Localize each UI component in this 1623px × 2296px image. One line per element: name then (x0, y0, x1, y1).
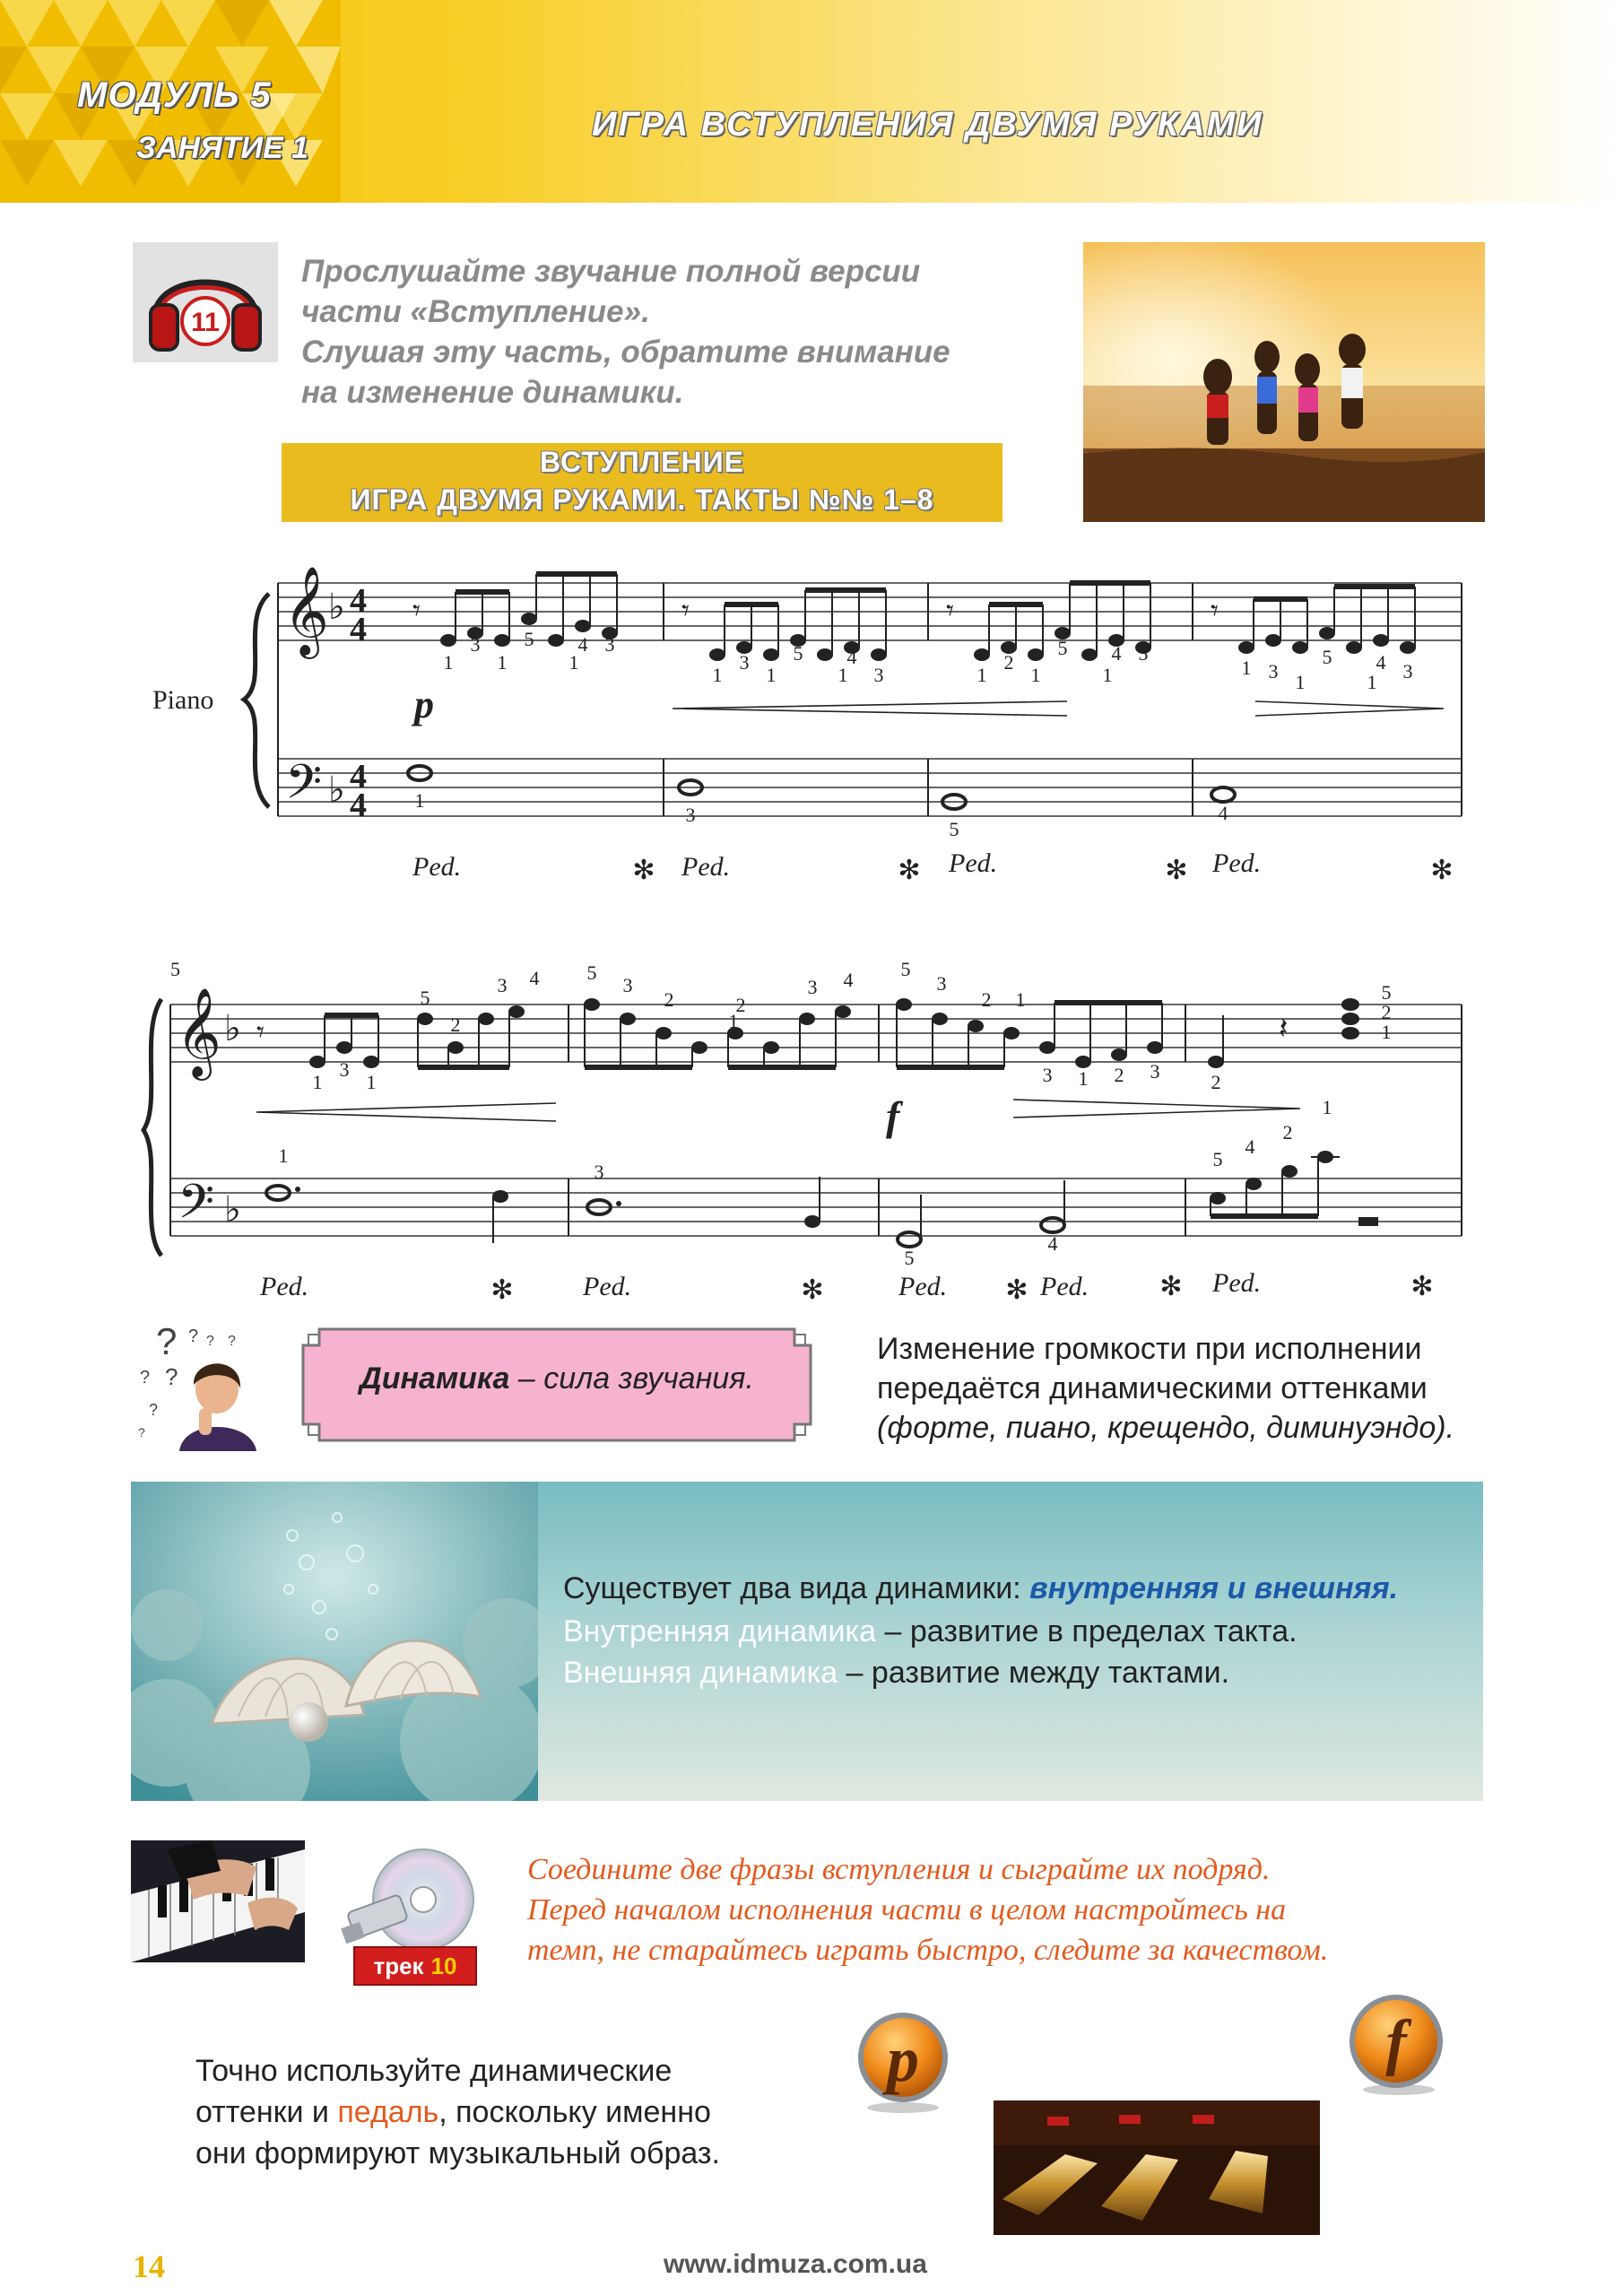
svg-text:1: 1 (1295, 671, 1306, 693)
svg-text:𝄾: 𝄾 (1211, 595, 1219, 628)
svg-text:?: ? (206, 1334, 214, 1349)
dynamics-description (877, 1329, 1483, 1448)
final-line (195, 2092, 823, 2133)
pedal-mark: Ped. (1040, 1272, 1089, 1300)
dynamics-types-highlight: внутренняя и внешняя. (1029, 1571, 1399, 1605)
svg-text:2: 2 (1381, 1001, 1392, 1023)
dynamic-f: f (886, 1093, 900, 1139)
pedal-release-mark: ✻ (801, 1275, 824, 1300)
svg-text:4: 4 (350, 582, 367, 620)
internal-dynamics-term: Внутренняя динамика (563, 1614, 877, 1648)
svg-text:♭: ♭ (224, 1008, 241, 1048)
svg-text:𝄢: 𝄢 (285, 756, 323, 820)
svg-text:𝄾: 𝄾 (681, 595, 690, 628)
external-dynamics-definition: – развитие между тактами. (838, 1656, 1230, 1690)
svg-text:5: 5 (793, 642, 803, 665)
svg-text:1: 1 (1381, 1021, 1392, 1043)
svg-text:4: 4 (843, 969, 854, 991)
svg-text:4: 4 (577, 633, 588, 656)
svg-text:4: 4 (350, 611, 367, 648)
svg-text:5: 5 (900, 958, 911, 980)
svg-text:1: 1 (278, 1144, 289, 1167)
svg-text:4: 4 (350, 758, 367, 796)
pedal-release-mark: ✻ (1159, 1272, 1183, 1300)
final-line2-prefix: оттенки и (195, 2095, 338, 2129)
svg-text:3: 3 (470, 633, 481, 656)
svg-text:𝄾: 𝄾 (256, 1016, 265, 1049)
track-number: 10 (430, 1952, 457, 1979)
bass-staff-1 (278, 759, 1462, 816)
dynamic-p: p (414, 683, 434, 726)
svg-text:?: ? (156, 1320, 178, 1362)
pedal-mark: Ped. (949, 848, 998, 878)
svg-text:?: ? (140, 1368, 151, 1387)
svg-text:4: 4 (1245, 1135, 1255, 1158)
svg-text:1: 1 (443, 651, 454, 674)
svg-text:3: 3 (1402, 660, 1413, 683)
svg-text:2: 2 (664, 988, 674, 1011)
svg-text:5: 5 (1212, 1148, 1223, 1170)
pedal-mark: Ped. (681, 852, 731, 882)
svg-text:3: 3 (594, 1161, 604, 1183)
svg-text:4: 4 (1111, 642, 1122, 665)
listen-line: Прослушайте звучание полной версии (301, 254, 921, 289)
svg-text:1: 1 (976, 664, 987, 686)
intro-banner-line1: ВСТУПЛЕНИЕ (540, 446, 744, 478)
forte-letter: f (1385, 2008, 1407, 2077)
pedal-release-mark: ✻ (1165, 856, 1188, 885)
svg-text:4: 4 (1047, 1232, 1058, 1255)
dynamics-description-line: (форте, пиано, крещендо, диминуэндо). (877, 1411, 1455, 1445)
measure-number: 5 (170, 958, 180, 980)
pedal-highlight: педаль (337, 2095, 439, 2129)
pedal-release-mark: ✻ (898, 856, 921, 885)
svg-text:♭: ♭ (224, 1189, 241, 1230)
svg-text:𝄾: 𝄾 (946, 595, 955, 628)
svg-text:3: 3 (873, 664, 884, 686)
svg-text:?: ? (138, 1425, 145, 1439)
piano-hands-photo (131, 1840, 305, 1962)
beach-photo (1083, 242, 1485, 522)
svg-text:2: 2 (735, 994, 746, 1016)
svg-text:3: 3 (685, 804, 696, 826)
svg-text:3: 3 (807, 976, 818, 998)
svg-text:1: 1 (1322, 1096, 1332, 1118)
svg-text:1: 1 (1367, 671, 1377, 693)
internal-dynamics-line (563, 1614, 1298, 1649)
site-link[interactable]: www.idmuza.com.ua (664, 2249, 927, 2279)
svg-text:5: 5 (420, 987, 430, 1009)
final-line2-suffix: , поскольку именно (438, 2095, 711, 2129)
definition-term: Динамика (360, 1361, 510, 1396)
svg-text:?: ? (165, 1363, 178, 1390)
intro-banner-line2: ИГРА ДВУМЯ РУКАМИ. ТАКТЫ №№ 1–8 (350, 483, 934, 516)
svg-text:1: 1 (728, 1010, 739, 1032)
bass-staff-2 (170, 1178, 1462, 1236)
task-line: Перед началом исполнения части в целом настройтесь на (527, 1893, 1287, 1926)
intro-banner (282, 443, 1002, 522)
svg-text:5: 5 (1381, 981, 1392, 1004)
task-line: темп, не старайтесь играть быстро, следите за качеством. (527, 1934, 1329, 1967)
svg-text:5: 5 (1057, 637, 1068, 659)
track-badge[interactable] (353, 1946, 477, 1986)
forte-dynamic-badge (1345, 1993, 1447, 2095)
svg-text:1: 1 (414, 789, 425, 812)
svg-text:𝄾: 𝄾 (412, 595, 421, 628)
svg-text:1: 1 (712, 664, 723, 686)
listen-line: части «Вступление». (301, 294, 650, 329)
svg-text:2: 2 (981, 988, 992, 1011)
track-label: трек (373, 1952, 424, 1979)
piano-dynamic-badge (854, 2007, 952, 2115)
svg-text:3: 3 (1042, 1064, 1053, 1086)
svg-text:3: 3 (1138, 642, 1149, 665)
lesson-title: ЗАНЯТИЕ 1 (136, 131, 308, 165)
svg-text:1: 1 (312, 1071, 323, 1093)
svg-text:4: 4 (1376, 651, 1386, 674)
svg-text:1: 1 (497, 651, 508, 674)
svg-text:1: 1 (1102, 664, 1113, 686)
svg-text:2: 2 (1114, 1064, 1124, 1086)
music-score (135, 547, 1480, 1300)
thinking-woman-illustration (135, 1318, 260, 1451)
svg-text:𝄞: 𝄞 (283, 568, 329, 654)
svg-text:2: 2 (1211, 1071, 1221, 1093)
svg-text:4: 4 (846, 646, 857, 668)
module-title: МОДУЛЬ 5 (77, 75, 272, 115)
pedal-mark: Ped. (583, 1272, 632, 1300)
svg-text:1: 1 (766, 664, 777, 686)
internal-dynamics-definition: – развитие в пределах такта. (876, 1614, 1298, 1648)
svg-text:?: ? (188, 1326, 199, 1346)
svg-text:♭: ♭ (328, 770, 345, 810)
dynamics-types-intro (563, 1571, 1398, 1606)
svg-text:3: 3 (604, 633, 615, 656)
svg-text:4: 4 (1218, 802, 1228, 824)
svg-text:3: 3 (1150, 1060, 1160, 1083)
svg-text:2: 2 (1282, 1121, 1293, 1144)
pedal-mark: Ped. (412, 852, 462, 882)
seashell-pearl-image (131, 1482, 538, 1801)
pedal-release-mark: ✻ (1410, 1272, 1434, 1300)
piano-pedals-photo (994, 2100, 1320, 2235)
svg-text:𝄽: 𝄽 (1279, 1013, 1289, 1046)
dynamics-types-prefix: Существует два вида динамики: (563, 1571, 1030, 1605)
svg-text:1: 1 (568, 651, 579, 674)
svg-text:5: 5 (524, 628, 534, 650)
headphones-icon[interactable] (133, 242, 278, 362)
page-number: 14 (133, 2248, 165, 2284)
external-dynamics-line (563, 1656, 1229, 1691)
svg-text:♭: ♭ (328, 587, 345, 627)
svg-text:5: 5 (904, 1247, 915, 1269)
dynamics-description-line: Изменение громкости при исполнении (877, 1332, 1422, 1366)
svg-text:3: 3 (739, 651, 750, 674)
svg-text:2: 2 (450, 1013, 461, 1036)
svg-text:?: ? (149, 1401, 159, 1419)
definition-text (299, 1361, 814, 1396)
task-instructions (527, 1849, 1496, 1970)
svg-text:1: 1 (1030, 664, 1041, 686)
svg-text:?: ? (228, 1334, 236, 1349)
svg-text:1: 1 (366, 1071, 377, 1093)
final-note (195, 2050, 823, 2174)
page-title: ИГРА ВСТУПЛЕНИЯ ДВУМЯ РУКАМИ (592, 106, 1263, 144)
svg-text:3: 3 (339, 1058, 350, 1081)
piano-letter: p (887, 2023, 919, 2095)
svg-text:3: 3 (497, 974, 508, 996)
pedal-mark: Ped. (260, 1272, 309, 1300)
svg-text:5: 5 (949, 818, 959, 840)
svg-text:4: 4 (350, 787, 367, 824)
pedal-release-mark: ✻ (1005, 1275, 1028, 1300)
final-line: они формируют музыкальный образ. (195, 2136, 720, 2170)
pedal-release-mark: ✻ (632, 856, 655, 885)
task-line: Соедините две фразы вступления и сыграйте их подряд. (527, 1853, 1271, 1886)
svg-text:1: 1 (838, 664, 848, 686)
svg-text:3: 3 (936, 972, 947, 995)
listen-line: Слушая эту часть, обратите внимание (301, 335, 950, 370)
svg-text:1: 1 (1015, 988, 1026, 1011)
pedal-release-mark: ✻ (490, 1275, 514, 1300)
svg-text:1: 1 (1078, 1067, 1089, 1090)
definition-body: – сила звучания. (509, 1361, 754, 1396)
external-dynamics-term: Внешняя динамика (563, 1656, 838, 1690)
svg-text:1: 1 (1241, 657, 1252, 679)
svg-text:𝄢: 𝄢 (178, 1176, 215, 1239)
final-line: Точно используйте динамические (195, 2054, 673, 2088)
pedal-mark: Ped. (1212, 1268, 1262, 1298)
svg-text:5: 5 (586, 961, 597, 984)
svg-text:𝄞: 𝄞 (176, 989, 221, 1075)
bass-notes-system-2 (266, 1152, 1377, 1247)
svg-text:4: 4 (529, 967, 540, 989)
instrument-label: Piano (152, 685, 214, 715)
svg-text:2: 2 (1003, 651, 1014, 674)
listen-line: на изменение динамики. (301, 375, 684, 410)
listen-instructions (301, 251, 1019, 413)
pedal-mark: Ped. (898, 1272, 948, 1300)
svg-text:5: 5 (1322, 646, 1332, 668)
pedal-release-mark: ✻ (1430, 856, 1454, 885)
svg-text:3: 3 (1268, 660, 1279, 683)
pedal-mark: Ped. (1212, 848, 1262, 878)
svg-text:3: 3 (622, 974, 633, 996)
dynamics-description-line: передаётся динамическими оттенками (877, 1371, 1428, 1405)
listen-track-number: 11 (191, 308, 220, 337)
